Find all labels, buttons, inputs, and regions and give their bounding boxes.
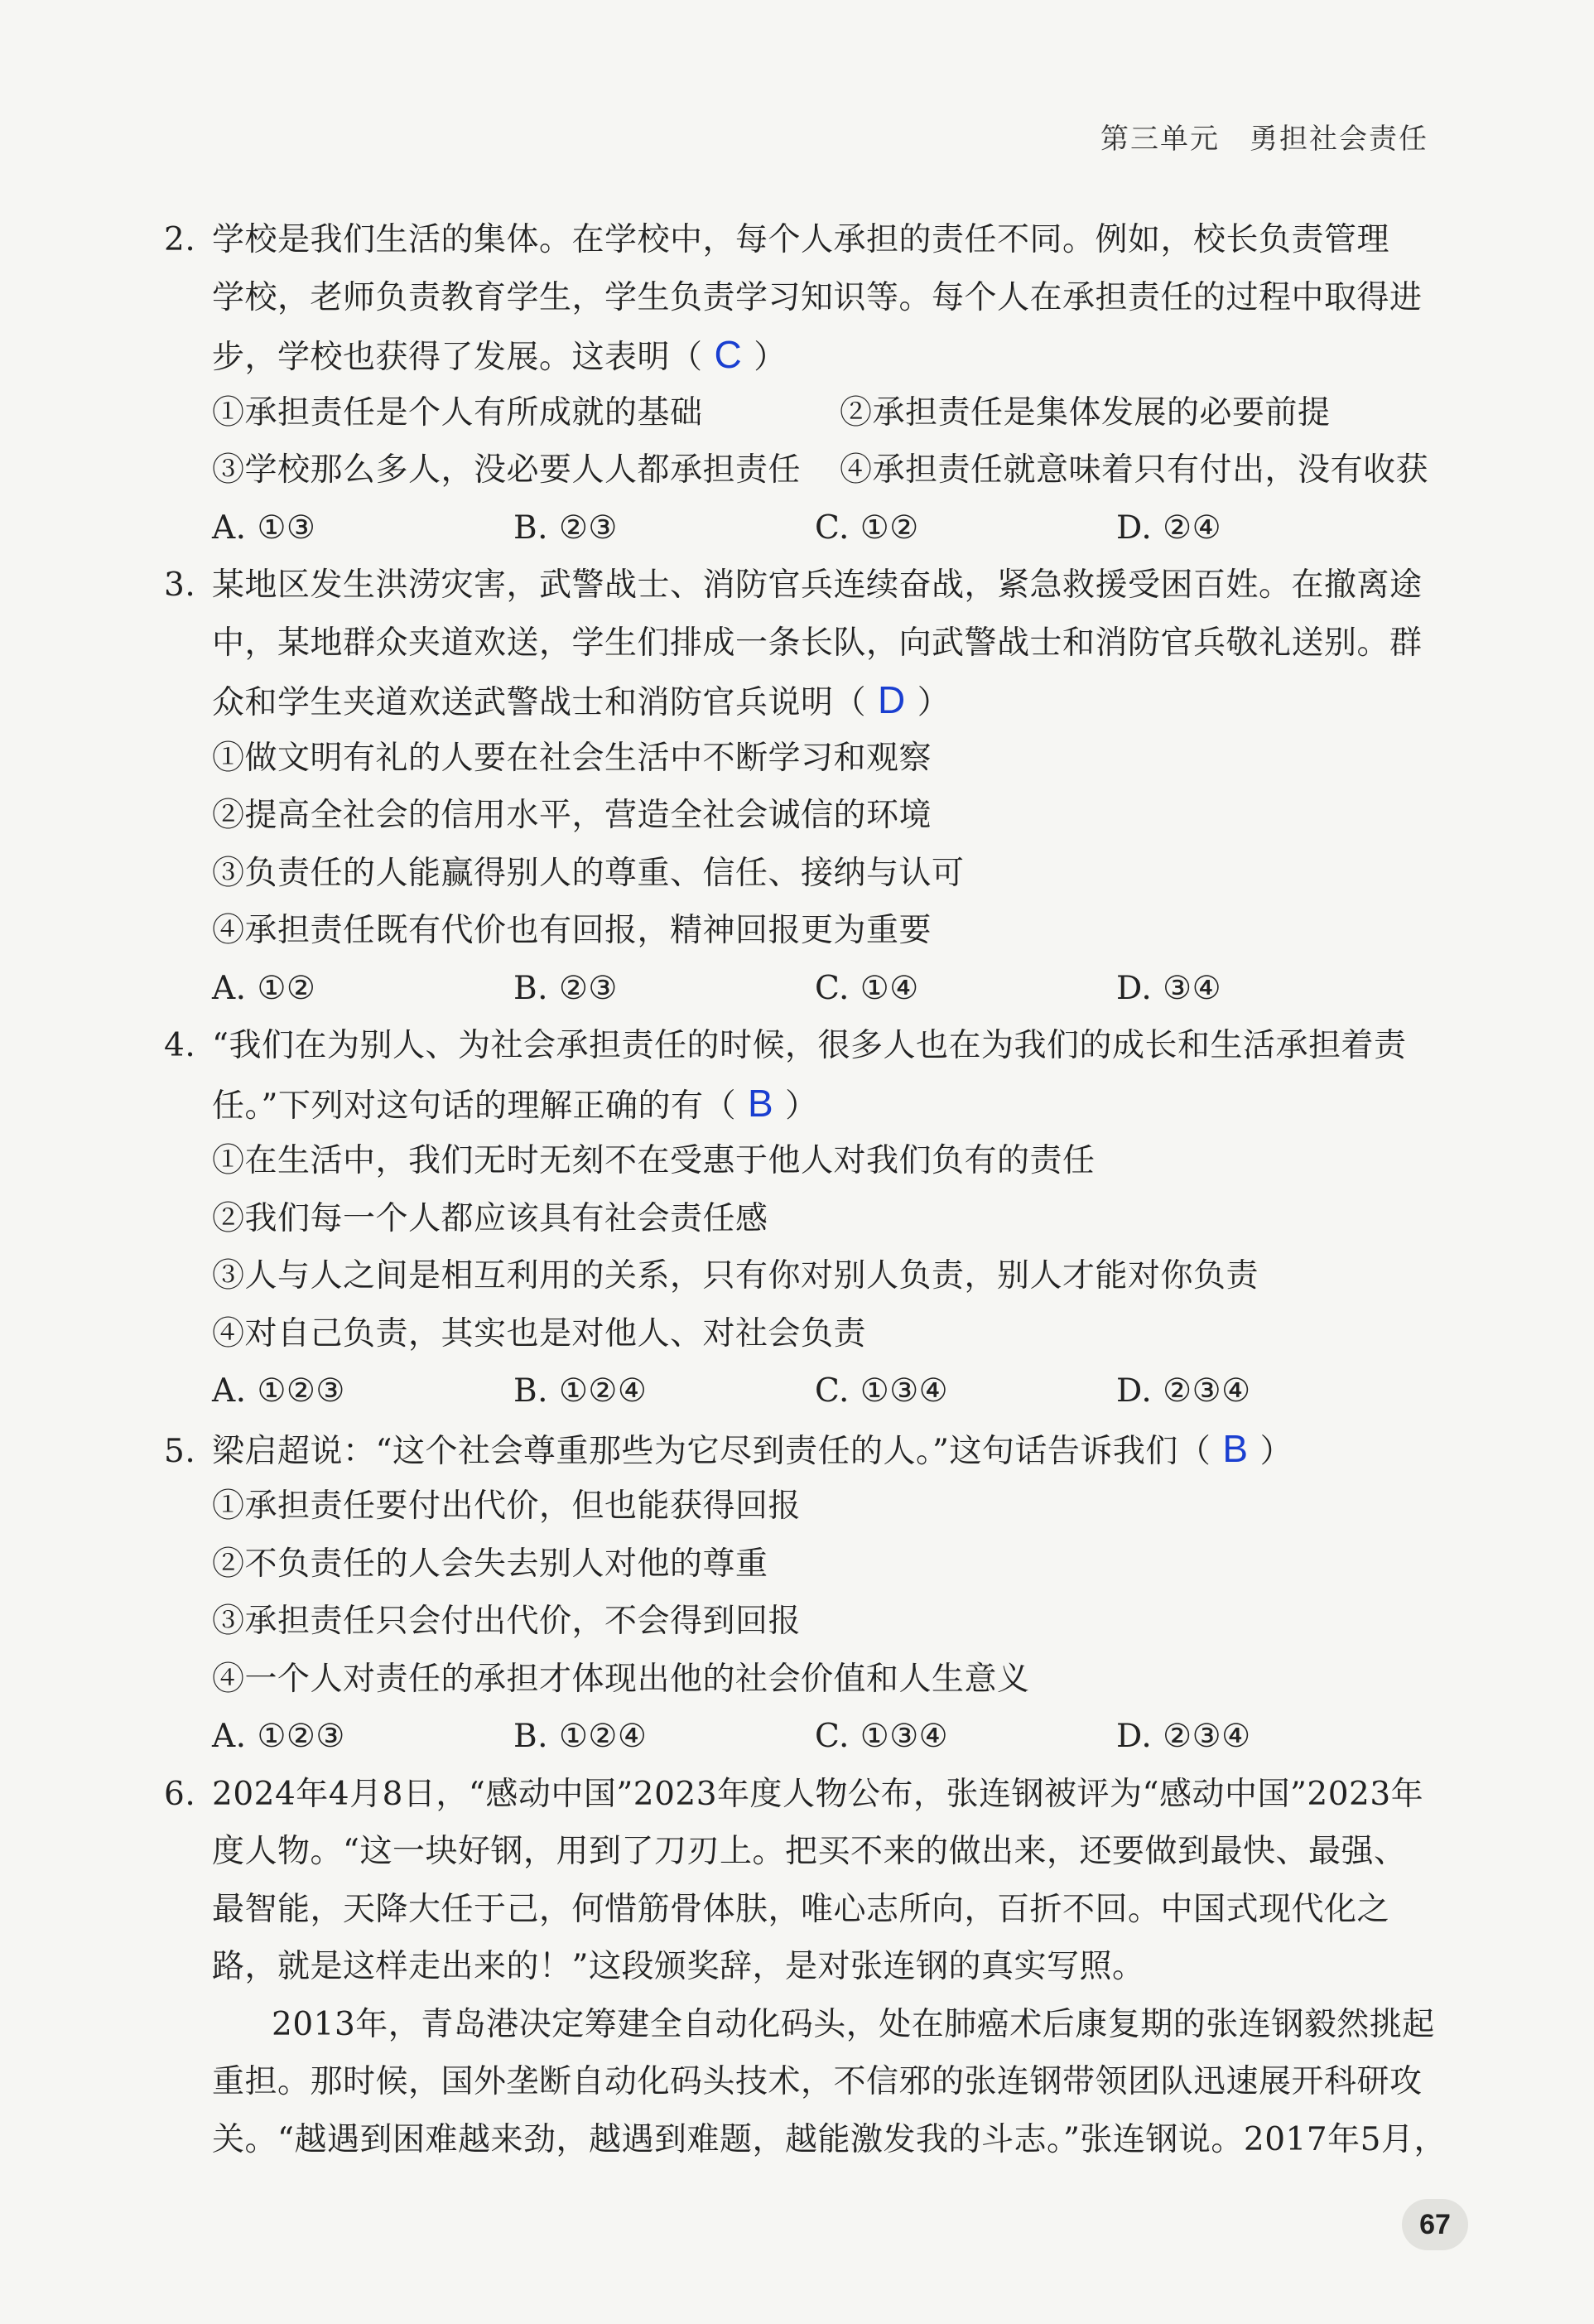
question-line — [164, 1017, 1439, 1075]
question-text: 学校，老师负责教育学生，学生负责学习知识等。每个人在承担责任的过程中取得进 — [212, 278, 1423, 316]
question-text: 路，就是这样走出来的！”这段颁奖辞，是对张连钢的真实写照。 — [212, 1948, 1145, 1985]
question-number: 3. — [164, 567, 196, 604]
question-line — [164, 557, 1439, 615]
answer-option: D. ②③④ — [1116, 1372, 1251, 1410]
statement: ①承担责任要付出代价，但也能获得回报 — [212, 1487, 802, 1525]
question-number: 6. — [164, 1775, 196, 1813]
answer-option: A. ①② — [212, 969, 316, 1007]
question-line — [164, 1881, 1439, 1939]
answer-option: D. ③④ — [1116, 969, 1222, 1007]
answer-option: B. ②③ — [513, 509, 618, 547]
question-text: ） — [785, 1087, 818, 1125]
question-item — [164, 1420, 1439, 1766]
question-line — [164, 615, 1439, 673]
statement: ②我们每一个人都应该具有社会责任感 — [212, 1199, 768, 1237]
paragraph-line: 关。“越遇到困难越来劲，越遇到难题，越能激发我的斗志。”张连钢说。2017年5月， — [212, 2120, 1447, 2158]
question-text: 梁启超说：“这个社会尊重那些为它尽到责任的人。”这句话告诉我们（ — [212, 1432, 1211, 1470]
page-number: 67 — [1402, 2199, 1468, 2250]
question-item — [164, 211, 1439, 557]
question-text: ） — [1259, 1432, 1293, 1470]
answer-options — [164, 1362, 1439, 1420]
question-text: 众和学生夹道欢送武警战士和消防官兵说明（ — [212, 684, 867, 721]
handwritten-answer: C — [714, 333, 743, 376]
statement: ④对自己负责，其实也是对他人、对社会负责 — [212, 1314, 867, 1352]
question-item — [164, 1017, 1439, 1420]
statement: ②承担责任是集体发展的必要前提 — [840, 393, 1331, 432]
question-text: 某地区发生洪涝灾害，武警战士、消防官兵连续奋战，紧急救援受困百姓。在撤离途 — [212, 567, 1423, 604]
statement: ③学校那么多人，没必要人人都承担责任 — [212, 451, 802, 489]
statement: ④承担责任既有代价也有回报，精神回报更为重要 — [212, 912, 932, 949]
statement: ③承担责任只会付出代价，不会得到回报 — [212, 1603, 802, 1640]
question-text: 中，某地群众夹道欢送，学生们排成一条长队，向武警战士和消防官兵敬礼送别。群 — [212, 624, 1423, 662]
answer-option: D. ②③④ — [1116, 1718, 1251, 1755]
statement-row — [164, 384, 1439, 442]
answer-options — [164, 1708, 1439, 1766]
answer-option: C. ①③④ — [815, 1718, 949, 1755]
question-line — [164, 1823, 1439, 1881]
statement: ②不负责任的人会失去别人对他的尊重 — [212, 1545, 768, 1583]
handwritten-answer: B — [747, 1081, 774, 1125]
handwritten-answer: B — [1222, 1426, 1249, 1470]
answer-option: B. ①②④ — [513, 1718, 648, 1755]
answer-option: D. ②④ — [1116, 509, 1222, 547]
answer-option: C. ①② — [815, 509, 919, 547]
question-text: 步，学校也获得了发展。这表明（ — [212, 339, 703, 376]
answer-options — [164, 960, 1439, 1018]
handwritten-answer: D — [878, 678, 906, 721]
answer-option: C. ①④ — [815, 969, 919, 1007]
question-number: 5. — [164, 1432, 196, 1470]
statement: ①做文明有礼的人要在社会生活中不断学习和观察 — [212, 739, 932, 777]
question-text: ） — [917, 684, 951, 721]
answer-option: B. ①②④ — [513, 1372, 648, 1410]
statement: ④一个人对责任的承担才体现出他的社会价值和人生意义 — [212, 1660, 1030, 1698]
question-line — [164, 672, 1439, 730]
question-item — [164, 1766, 1447, 2169]
answer-options — [164, 499, 1439, 557]
paragraph-line: 2013年，青岛港决定筹建全自动化码头，处在肺癌术后康复期的张连钢毅然挑起 — [272, 2005, 1435, 2043]
answer-option: A. ①③ — [212, 509, 316, 547]
question-line — [164, 1420, 1439, 1478]
statement: ④承担责任就意味着只有付出，没有收获 — [840, 451, 1429, 489]
answer-option: B. ②③ — [513, 969, 618, 1007]
question-line — [164, 1075, 1439, 1133]
question-line — [164, 1766, 1439, 1824]
statement: ③负责任的人能赢得别人的尊重、信任、接纳与认可 — [212, 854, 965, 892]
answer-option: C. ①③④ — [815, 1372, 949, 1410]
running-header: 第三单元 勇担社会责任 — [1100, 123, 1428, 156]
question-text: 度人物。“这一块好钢，用到了刀刃上。把买不来的做出来，还要做到最快、最强、 — [212, 1833, 1407, 1870]
statement: ①承担责任是个人有所成就的基础 — [212, 393, 703, 432]
statement: ③人与人之间是相互利用的关系，只有你对别人负责，别人才能对你负责 — [212, 1257, 1259, 1295]
statement-row — [164, 441, 1439, 499]
question-line — [164, 1938, 1439, 1996]
statement: ②提高全社会的信用水平，营造全社会诚信的环境 — [212, 797, 932, 834]
paragraph-line: 重担。那时候，国外垄断自动化码头技术，不信邪的张连钢带领团队迅速展开科研攻 — [212, 2063, 1423, 2100]
answer-option: A. ①②③ — [212, 1372, 345, 1410]
question-text: ） — [754, 339, 787, 376]
question-text: 学校是我们生活的集体。在学校中，每个人承担的责任不同。例如，校长负责管理 — [212, 221, 1390, 258]
question-number: 2. — [164, 221, 196, 258]
question-item — [164, 557, 1439, 1017]
statement: ①在生活中，我们无时无刻不在受惠于他人对我们负有的责任 — [212, 1142, 1096, 1179]
question-line — [164, 211, 1439, 269]
question-line — [164, 269, 1439, 327]
question-list — [164, 211, 1447, 2168]
question-line — [164, 326, 1439, 384]
question-number: 4. — [164, 1027, 196, 1064]
question-text: 最智能，天降大任于己，何惜筋骨体肤，唯心志所向，百折不回。中国式现代化之 — [212, 1890, 1390, 1928]
answer-option: A. ①②③ — [212, 1718, 345, 1755]
question-text: “我们在为别人、为社会承担责任的时候，很多人也在为我们的成长和生活承担着责 — [212, 1027, 1407, 1064]
question-text: 任。”下列对这句话的理解正确的有（ — [212, 1087, 736, 1125]
question-text: 2024年4月8日，“感动中国”2023年度人物公布，张连钢被评为“感动中国”2023年 — [212, 1775, 1424, 1813]
